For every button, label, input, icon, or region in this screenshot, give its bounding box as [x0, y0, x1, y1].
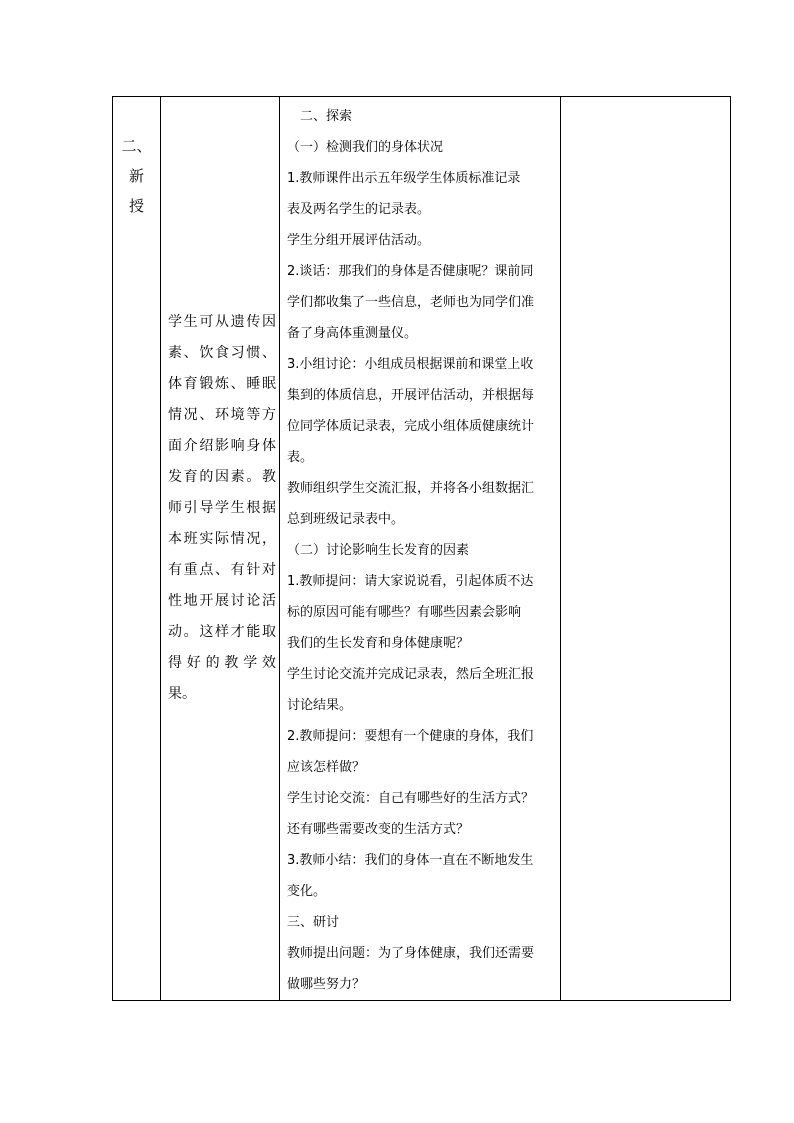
- stage-label-line: 新: [128, 167, 144, 185]
- content-line: 位同学体质记录表，完成小组体质健康统计: [287, 419, 535, 434]
- content-line: 变化。: [287, 884, 327, 899]
- content-line: （二）讨论影响生长发育的因素: [287, 543, 470, 558]
- content-line: 2.教师提问：要想有一个健康的身体，我们: [287, 729, 534, 744]
- table-row: [113, 97, 731, 1001]
- content-line: 教师提出问题：为了身体健康，我们还需要: [287, 946, 535, 961]
- content-line: 二、探索: [300, 109, 353, 124]
- content-line: 教师组织学生交流汇报，并将各小组数据汇: [287, 481, 535, 496]
- content-line: 做哪些努力？: [287, 977, 366, 992]
- content-line: （一）检测我们的身体状况: [287, 140, 444, 155]
- content-line: 三、研讨: [287, 915, 340, 930]
- design-note-text: 学生可从遗传因素、饮食习惯、体育锻炼、睡眠情况、环境等方面介绍影响身体发育的因素。教师引导学生根据本班实际情况，有重点、有针对性地开展讨论活动。这样才能取得好的教学效果。: [168, 314, 276, 702]
- teaching-content: [280, 97, 560, 1000]
- content-line: 讨论结果。: [287, 698, 353, 713]
- content-line: 标的原因可能有哪些？有哪些因素会影响: [287, 605, 522, 620]
- content-line: 1.教师课件出示五年级学生体质标准记录: [287, 171, 521, 186]
- teaching-content-cell: [280, 97, 561, 1001]
- content-line: 3.小组讨论：小组成员根据课前和课堂上收: [287, 357, 534, 372]
- content-line: 2.谈话：那我们的身体是否健康呢？课前同: [287, 264, 534, 279]
- design-note-cell: [161, 97, 280, 1001]
- lesson-plan-table: [112, 96, 731, 1001]
- stage-label: [113, 97, 160, 221]
- content-line: 学生讨论交流：自己有哪些好的生活方式？: [287, 791, 535, 806]
- stage-label-line: 二、: [121, 137, 152, 155]
- content-line: 学生讨论交流并完成记录表，然后全班汇报: [287, 667, 535, 682]
- content-line: 学们都收集了一些信息，老师也为同学们准: [287, 295, 535, 310]
- stage-label-line: 授: [128, 197, 144, 215]
- content-line: 学生分组开展评估活动。: [287, 233, 431, 248]
- notes-cell: [561, 97, 731, 1001]
- content-line: 集到的体质信息，开展评估活动，并根据每: [287, 388, 535, 403]
- content-line: 备了身高体重测量仪。: [287, 326, 418, 341]
- content-line: 还有哪些需要改变的生活方式？: [287, 822, 470, 837]
- content-line: 表及两名学生的记录表。: [287, 202, 431, 217]
- content-line: 表。: [287, 450, 314, 465]
- stage-cell: [113, 97, 161, 1001]
- content-line: 应该怎样做？: [287, 760, 366, 775]
- content-line: 我们的生长发育和身体健康呢？: [287, 636, 470, 651]
- content-line: 3.教师小结：我们的身体一直在不断地发生: [287, 853, 534, 868]
- content-line: 总到班级记录表中。: [287, 512, 405, 527]
- content-line: 1.教师提问：请大家说说看，引起体质不达: [287, 574, 534, 589]
